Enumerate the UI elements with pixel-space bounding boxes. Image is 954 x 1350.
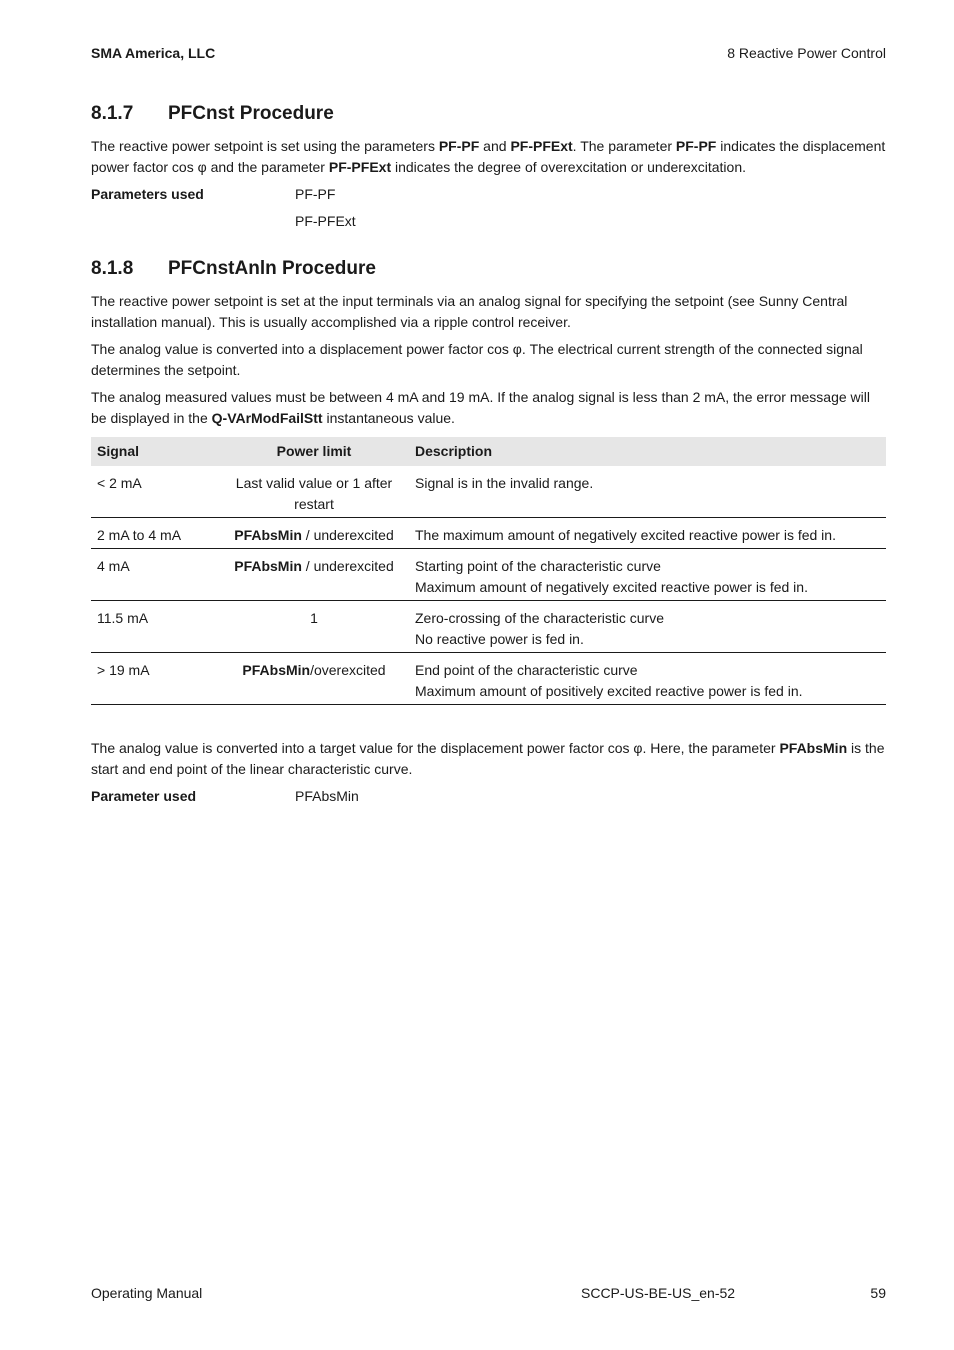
description-line: The maximum amount of negatively excited reactive power is fed in.	[415, 527, 836, 543]
power-limit-text: 1	[310, 610, 318, 626]
parameters-used-row	[91, 211, 886, 233]
power-limit-text: / underexcited	[301, 558, 394, 574]
power-limit-text: Last valid value or 1 after restart	[235, 475, 393, 512]
description-cell	[409, 653, 886, 705]
signal-cell: 11.5 mA	[91, 601, 219, 653]
description-cell	[409, 466, 886, 518]
document-type: Operating Manual	[91, 1285, 203, 1301]
section-title: PFCnst Procedure	[168, 103, 334, 124]
description-line: No reactive power is fed in.	[415, 631, 584, 647]
param-name: Q-VArModFailStt	[211, 410, 323, 426]
description-cell	[409, 518, 886, 549]
column-header-signal: Signal	[91, 437, 219, 466]
text-run: is the start and end point of the linear characteristic curve.	[91, 740, 885, 777]
table-row	[91, 653, 886, 705]
page-footer	[91, 1283, 886, 1305]
pfcnstanln-paragraph-1: The reactive power setpoint is set at the input terminals via an analog signal for specifying the setpoint (see Sunny Central installation manual). This is usually accomplished via a ripple control receiver.	[91, 293, 848, 330]
text-run: instantaneous value.	[322, 410, 455, 426]
page-header	[91, 43, 886, 65]
text-run: indicates the displacement power factor cos φ and the parameter	[91, 138, 886, 175]
param-name: PFAbsMin	[242, 662, 311, 678]
text-run: and	[479, 138, 511, 154]
pfcnst-paragraph	[91, 136, 886, 178]
description-line: End point of the characteristic curve	[415, 662, 638, 678]
text-run: The analog measured values must be between 4 mA and 19 mA. If the analog signal is less than 2 mA, the error message will be displayed in the	[91, 389, 870, 426]
power-limit-cell	[219, 518, 409, 549]
pfcnstanln-paragraph-3	[91, 387, 886, 429]
power-limit-cell	[219, 653, 409, 705]
power-limit-text: /overexcited	[310, 662, 386, 678]
parameter-used-row	[91, 786, 886, 808]
power-limit-cell	[219, 466, 409, 518]
page-number: 59	[870, 1285, 886, 1301]
signal-cell: 2 mA to 4 mA	[91, 518, 219, 549]
company-name: SMA America, LLC	[91, 45, 216, 61]
description-cell	[409, 601, 886, 653]
power-limit-text: / underexcited	[301, 527, 394, 543]
param-name: PF-PF	[675, 138, 717, 154]
text-run: indicates the degree of overexcitation or underexcitation.	[391, 159, 746, 175]
description-line: Zero-crossing of the characteristic curve	[415, 610, 664, 626]
parameter-used-label: Parameter used	[91, 788, 197, 804]
text-run: . The parameter	[572, 138, 676, 154]
signal-cell: > 19 mA	[91, 653, 219, 705]
text-run: The reactive power setpoint is set using the parameters	[91, 138, 439, 154]
signal-cell: 4 mA	[91, 549, 219, 601]
param-name: PF-PFExt	[510, 138, 573, 154]
power-limit-cell	[219, 601, 409, 653]
param-name: PFAbsMin	[234, 527, 302, 543]
text-run: The analog value is converted into a target value for the displacement power factor cos φ. Here, the parameter	[91, 740, 780, 756]
parameter-value: PF-PF	[295, 186, 336, 202]
section-number: 8.1.7	[91, 103, 134, 124]
section-title: PFCnstAnln Procedure	[168, 258, 376, 279]
param-name: PF-PFExt	[328, 159, 392, 175]
table-row	[91, 601, 886, 653]
section-heading-pfcnst	[91, 102, 334, 126]
power-limit-cell	[219, 549, 409, 601]
parameter-value: PFAbsMin	[295, 788, 359, 804]
param-name: PFAbsMin	[234, 558, 302, 574]
param-name: PFAbsMin	[779, 740, 848, 756]
description-line: Starting point of the characteristic curve	[415, 558, 661, 574]
manual-page	[91, 0, 886, 1350]
pfcnstanln-paragraph-2: The analog value is converted into a displacement power factor cos φ. The electrical current strength of the connected signal determines the setpoint.	[91, 341, 863, 378]
signal-table	[91, 437, 886, 705]
description-line: Maximum amount of positively excited reactive power is fed in.	[415, 683, 803, 699]
description-cell	[409, 549, 886, 601]
description-line: Maximum amount of negatively excited reactive power is fed in.	[415, 579, 808, 595]
parameters-used-label: Parameters used	[91, 186, 204, 202]
section-heading-pfcnstanln	[91, 257, 376, 281]
chapter-title: 8 Reactive Power Control	[727, 45, 886, 61]
table-row	[91, 549, 886, 601]
pfcnstanln-paragraph-4	[91, 738, 886, 780]
param-name: PF-PF	[438, 138, 480, 154]
table-header-row	[91, 437, 886, 466]
table-row	[91, 518, 886, 549]
parameter-value: PF-PFExt	[295, 213, 356, 229]
section-number: 8.1.8	[91, 258, 134, 279]
signal-cell: < 2 mA	[91, 466, 219, 518]
table-row	[91, 466, 886, 518]
document-code: SCCP-US-BE-US_en-52	[581, 1285, 736, 1301]
description-line: Signal is in the invalid range.	[415, 475, 594, 491]
parameters-used-row	[91, 184, 886, 206]
column-header-description: Description	[409, 437, 886, 466]
column-header-power-limit: Power limit	[219, 437, 409, 466]
